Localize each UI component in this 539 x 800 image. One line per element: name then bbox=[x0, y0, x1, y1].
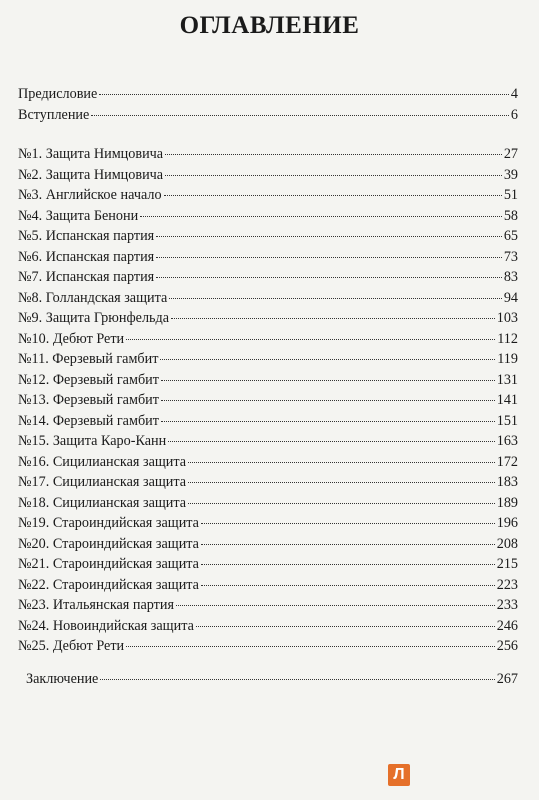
toc-entry-label: №15. Защита Каро-Канн bbox=[18, 433, 167, 449]
toc-leader-dots bbox=[168, 441, 495, 442]
toc-entry-label: №23. Итальянская партия bbox=[18, 597, 174, 613]
toc-page-number: 172 bbox=[496, 453, 518, 470]
toc-entry bbox=[26, 669, 518, 690]
toc-entry-label: №17. Сицилианская защита bbox=[18, 474, 187, 490]
toc-leader-dots bbox=[164, 195, 502, 196]
toc-entry-label: №9. Защита Грюнфельда bbox=[18, 310, 170, 326]
toc-entry bbox=[18, 349, 518, 370]
toc-page-number: 27 bbox=[503, 146, 518, 162]
toc-entry-label: №6. Испанская партия bbox=[18, 248, 155, 265]
toc-leader-dots bbox=[188, 503, 495, 504]
toc-leader-dots bbox=[165, 175, 502, 176]
toc-page-number: 267 bbox=[496, 671, 518, 687]
toc-page-number: 215 bbox=[496, 556, 518, 572]
toc-entry-label: Вступление bbox=[18, 106, 90, 123]
toc-entry bbox=[18, 575, 518, 596]
toc-entry-label: №11. Ферзевый гамбит bbox=[18, 351, 159, 367]
toc-entry bbox=[18, 493, 518, 514]
toc-leader-dots bbox=[91, 115, 509, 116]
toc-outro-section bbox=[26, 669, 518, 690]
toc-entry bbox=[18, 308, 518, 329]
toc-leader-dots bbox=[161, 400, 495, 401]
toc-page-number: 141 bbox=[496, 392, 518, 408]
toc-entry bbox=[18, 534, 518, 555]
toc-leader-dots bbox=[188, 462, 495, 463]
publisher-logo-icon: Л bbox=[388, 764, 410, 786]
toc-entry-label: №3. Английское начало bbox=[18, 187, 162, 203]
toc-leader-dots bbox=[176, 605, 495, 606]
toc-leader-dots bbox=[196, 626, 495, 627]
toc-entry bbox=[18, 226, 518, 247]
toc-page-number: 58 bbox=[503, 207, 518, 224]
toc-entry-label: №24. Новоиндийская защита bbox=[18, 617, 194, 634]
toc-page-number: 83 bbox=[503, 269, 518, 285]
toc-leader-dots bbox=[161, 421, 495, 422]
toc-page-number: 189 bbox=[496, 494, 518, 511]
toc-entry bbox=[18, 616, 518, 637]
page-title: ОГЛАВЛЕНИЕ bbox=[179, 12, 360, 39]
toc-page-number: 246 bbox=[496, 617, 518, 634]
toc-entry bbox=[18, 144, 518, 165]
toc-leader-dots bbox=[201, 523, 495, 524]
toc-entry-label: №22. Староиндийская защита bbox=[18, 576, 199, 593]
toc-games-section bbox=[18, 144, 518, 657]
toc-leader-dots bbox=[100, 679, 494, 680]
toc-entry bbox=[18, 105, 518, 126]
toc-leader-dots bbox=[126, 646, 495, 647]
toc-page-number: 103 bbox=[496, 310, 518, 326]
toc-leader-dots bbox=[140, 216, 502, 217]
toc-entry bbox=[18, 247, 518, 268]
toc-leader-dots bbox=[165, 154, 502, 155]
toc-entry bbox=[18, 513, 518, 534]
toc-leader-dots bbox=[156, 236, 502, 237]
toc-entry bbox=[18, 329, 518, 350]
toc-page-number: 119 bbox=[497, 351, 518, 367]
toc-entry bbox=[18, 84, 518, 105]
toc-entry bbox=[18, 206, 518, 227]
toc-entry bbox=[18, 411, 518, 432]
toc-entry bbox=[18, 431, 518, 452]
toc-intro-section bbox=[18, 84, 518, 125]
toc-leader-dots bbox=[156, 257, 502, 258]
toc-leader-dots bbox=[99, 94, 509, 95]
toc-page-number: 183 bbox=[496, 474, 518, 490]
toc-page-number: 151 bbox=[496, 412, 518, 429]
toc-entry-label: №19. Староиндийская защита bbox=[18, 515, 199, 531]
toc-entry bbox=[18, 267, 518, 288]
toc-page-number: 163 bbox=[496, 433, 518, 449]
toc-page-number: 256 bbox=[496, 638, 518, 654]
toc-entry bbox=[18, 185, 518, 206]
toc-page-number: 73 bbox=[503, 248, 518, 265]
toc-entry-label: №25. Дебют Рети bbox=[18, 638, 125, 654]
toc-entry-label: Предисловие bbox=[18, 86, 98, 102]
toc-page-number: 223 bbox=[496, 576, 518, 593]
toc-entry-label: №10. Дебют Рети bbox=[18, 330, 125, 347]
toc-leader-dots bbox=[188, 482, 495, 483]
toc-leader-dots bbox=[171, 318, 495, 319]
toc-entry-label: №7. Испанская партия bbox=[18, 269, 155, 285]
toc-entry-label: №2. Защита Нимцовича bbox=[18, 166, 164, 183]
toc-leader-dots bbox=[160, 359, 495, 360]
toc-page-number: 196 bbox=[496, 515, 518, 531]
toc-leader-dots bbox=[201, 564, 495, 565]
toc-entry-label: №13. Ферзевый гамбит bbox=[18, 392, 159, 408]
toc-page-number: 131 bbox=[496, 371, 518, 388]
toc-entry bbox=[18, 554, 518, 575]
toc-entry-label: №18. Сицилианская защита bbox=[18, 494, 187, 511]
toc-entry bbox=[18, 390, 518, 411]
toc-entry-label: №21. Староиндийская защита bbox=[18, 556, 199, 572]
toc-entry bbox=[18, 288, 518, 309]
toc-entry-label: №1. Защита Нимцовича bbox=[18, 146, 164, 162]
toc-page-number: 112 bbox=[497, 330, 518, 347]
toc-leader-dots bbox=[161, 380, 495, 381]
toc-entry bbox=[18, 636, 518, 657]
toc-entry-label: №20. Староиндийская защита bbox=[18, 535, 199, 552]
toc-entry bbox=[18, 165, 518, 186]
toc-entry-label: №4. Защита Бенони bbox=[18, 207, 139, 224]
toc-entry bbox=[18, 452, 518, 473]
toc-leader-dots bbox=[169, 298, 502, 299]
toc-entry-label: №5. Испанская партия bbox=[18, 228, 155, 244]
toc-leader-dots bbox=[126, 339, 495, 340]
toc-page-number: 6 bbox=[510, 106, 518, 123]
toc-page-number: 208 bbox=[496, 535, 518, 552]
toc-page-number: 65 bbox=[503, 228, 518, 244]
toc-entry-label: №12. Ферзевый гамбит bbox=[18, 371, 159, 388]
toc-leader-dots bbox=[201, 585, 495, 586]
toc-leader-dots bbox=[201, 544, 495, 545]
toc-page-number: 233 bbox=[496, 597, 518, 613]
toc-entry bbox=[18, 370, 518, 391]
toc-entry-label: №16. Сицилианская защита bbox=[18, 453, 187, 470]
toc-entry bbox=[18, 595, 518, 616]
toc-page-number: 4 bbox=[510, 86, 518, 102]
toc-page-number: 39 bbox=[503, 166, 518, 183]
toc-entry-label: №8. Голландская защита bbox=[18, 289, 168, 306]
toc-page-number: 51 bbox=[503, 187, 518, 203]
toc-page-number: 94 bbox=[503, 289, 518, 306]
toc-entry-label: Заключение bbox=[26, 671, 99, 687]
toc-entry-label: №14. Ферзевый гамбит bbox=[18, 412, 159, 429]
toc-leader-dots bbox=[156, 277, 502, 278]
toc-entry bbox=[18, 472, 518, 493]
